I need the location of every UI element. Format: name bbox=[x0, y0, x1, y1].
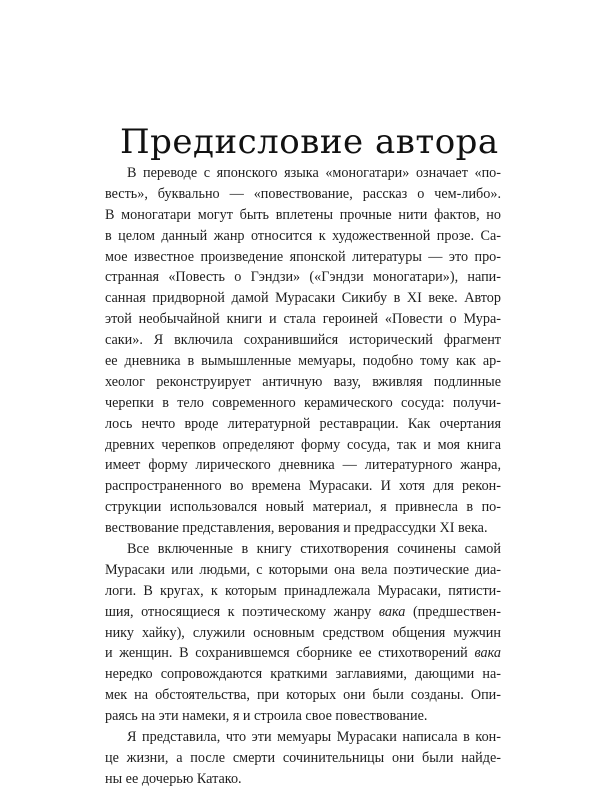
text-line: распространенного во времена Мурасаки. И хотя для рекон- bbox=[105, 478, 501, 495]
text-line: ее дневника в вымышленные мемуары, подобно тому как ар- bbox=[105, 353, 501, 370]
italic-term-vaka: вака bbox=[378, 603, 406, 620]
text-line: струкции использовался новый материал, я привнесла в по- bbox=[105, 499, 501, 516]
text-segment: (предшествен- bbox=[405, 603, 501, 620]
text-segment: шия, относящиеся к поэтическому жанру bbox=[105, 603, 372, 620]
text-line bbox=[105, 643, 501, 664]
text-line: лось нечто вроде литературной реставрации. Как очертания bbox=[105, 415, 501, 432]
text-line: Все включенные в книгу стихотворения сочинены самой bbox=[127, 541, 501, 558]
text-line: це жизни, а после смерти сочинительницы они были найде- bbox=[105, 749, 501, 766]
text-line: санная придворной дамой Мурасаки Сикибу в XI веке. Автор bbox=[105, 290, 501, 307]
text-line: вествование представления, верования и предрассудки XI века. bbox=[105, 520, 488, 537]
text-line: весть», буквально — «повествование, рассказ о чем-либо». bbox=[105, 185, 501, 202]
text-line: нику хайку), служили основным средством общения мужчин bbox=[105, 624, 501, 641]
text-line: черепки в тело современного керамического сосуда: получи- bbox=[105, 394, 501, 411]
italic-term-vaka: вака bbox=[474, 645, 501, 662]
text-line: Я представила, что эти мемуары Мурасаки написала в кон- bbox=[127, 729, 501, 746]
text-segment: и женщин. В сохранившемся сборнике ее стихотворений bbox=[105, 645, 468, 662]
preface-text bbox=[105, 163, 501, 790]
paragraph-1 bbox=[105, 163, 501, 539]
text-line: нередко сопровождаются краткими заглавиями, дающими на- bbox=[105, 666, 501, 683]
text-line: древних черепков определяют форму сосуда, так и моя книга bbox=[105, 436, 501, 453]
text-line: мек на обстоятельства, при которых они были созданы. Опи- bbox=[105, 687, 501, 704]
text-line bbox=[105, 602, 501, 623]
text-line: В моногатари могут быть вплетены прочные нити фактов, но bbox=[105, 206, 501, 223]
text-line: раясь на эти намеки, я и строила свое повествование. bbox=[105, 708, 428, 725]
text-line: хеолог реконструирует античную вазу, вживляя подлинные bbox=[105, 373, 501, 390]
text-line: саки». Я включила сохранившийся исторический фрагмент bbox=[105, 332, 501, 349]
text-line: этой необычайной книги и стала героиней «Повести о Мура- bbox=[105, 311, 501, 328]
text-line: ны ее дочерью Катако. bbox=[105, 770, 242, 787]
text-line: логи. В кругах, к которым принадлежала Мурасаки, пятисти- bbox=[105, 582, 501, 599]
page-title: Предисловие автора bbox=[120, 122, 499, 162]
text-line: странная «Повесть о Гэндзи» («Гэндзи моногатари»), напи- bbox=[105, 269, 501, 286]
text-line: Мурасаки или людьми, с которыми она вела поэтические диа- bbox=[105, 561, 501, 578]
text-line: имеет форму лирического дневника — литературного жанра, bbox=[105, 457, 501, 474]
text-line: в целом данный жанр относится к художественной прозе. Са- bbox=[105, 227, 501, 244]
paragraph-3 bbox=[105, 727, 501, 790]
text-line: мое известное произведение японской литературы — это про- bbox=[105, 248, 501, 265]
text-line: В переводе с японского языка «моногатари» означает «по- bbox=[127, 165, 501, 181]
paragraph-2 bbox=[105, 539, 501, 727]
